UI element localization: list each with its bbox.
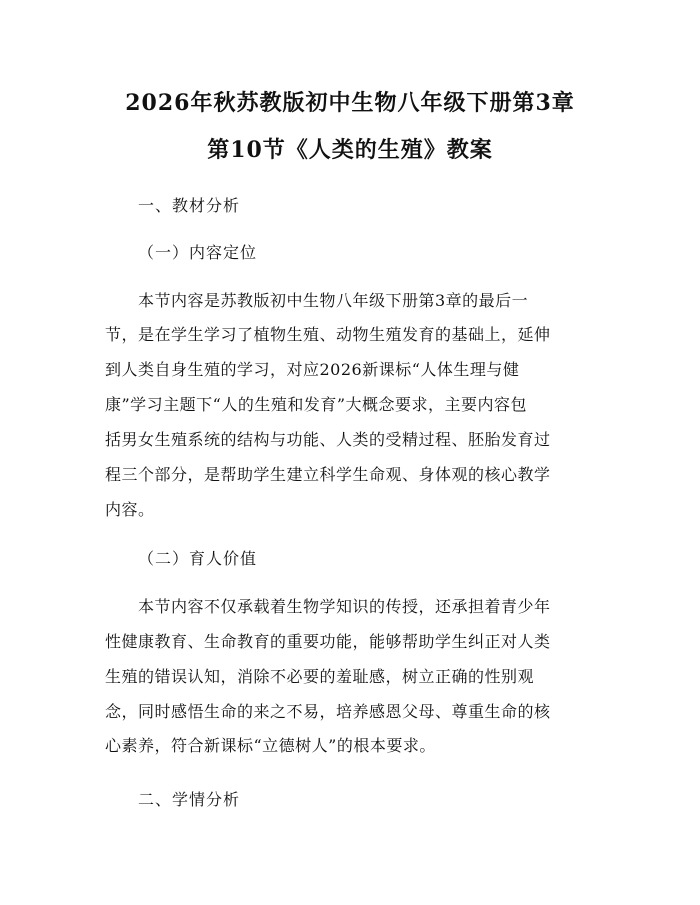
section-heading-teaching-material-analysis: 一、教材分析 xyxy=(138,196,241,215)
subsection-heading-educational-value: （二）育人价值 xyxy=(138,549,258,568)
paragraph-2-line: 本节内容不仅承载着生物学知识的传授，还承担着青少年 xyxy=(138,597,551,616)
paragraph-2-line: 生殖的错误认知，消除不必要的羞耻感，树立正确的性别观 xyxy=(105,667,535,686)
paragraph-1-line: 括男女生殖系统的结构与功能、人类的受精过程、胚胎发育过 xyxy=(105,430,551,449)
paragraph-2-line: 念，同时感悟生命的来之不易，培养感恩父母、尊重生命的核 xyxy=(105,702,551,721)
paragraph-1-line: 康”学习主题下“人的生殖和发育”大概念要求，主要内容包 xyxy=(105,395,528,414)
paragraph-1-line: 节，是在学生学习了植物生殖、动物生殖发育的基础上，延伸 xyxy=(105,325,551,344)
subsection-heading-content-positioning: （一）内容定位 xyxy=(138,243,258,262)
paragraph-1-line: 内容。 xyxy=(105,500,155,519)
paragraph-1-line: 本节内容是苏教版初中生物八年级下册第3章的最后一 xyxy=(138,291,529,310)
paragraph-1-line: 到人类自身生殖的学习，对应2026新课标“人体生理与健 xyxy=(105,360,520,379)
paragraph-2-line: 性健康教育、生命教育的重要功能，能够帮助学生纠正对人类 xyxy=(105,632,551,651)
paragraph-1-line: 程三个部分，是帮助学生建立科学生命观、身体观的核心教学 xyxy=(105,465,551,484)
section-heading-student-analysis: 二、学情分析 xyxy=(138,790,241,809)
paragraph-2-line: 心素养，符合新课标“立德树人”的根本要求。 xyxy=(105,736,436,755)
document-title-line-1: 2026年秋苏教版初中生物八年级下册第3章 xyxy=(125,90,575,116)
document-title-line-2: 第10节《人类的生殖》教案 xyxy=(207,137,493,163)
